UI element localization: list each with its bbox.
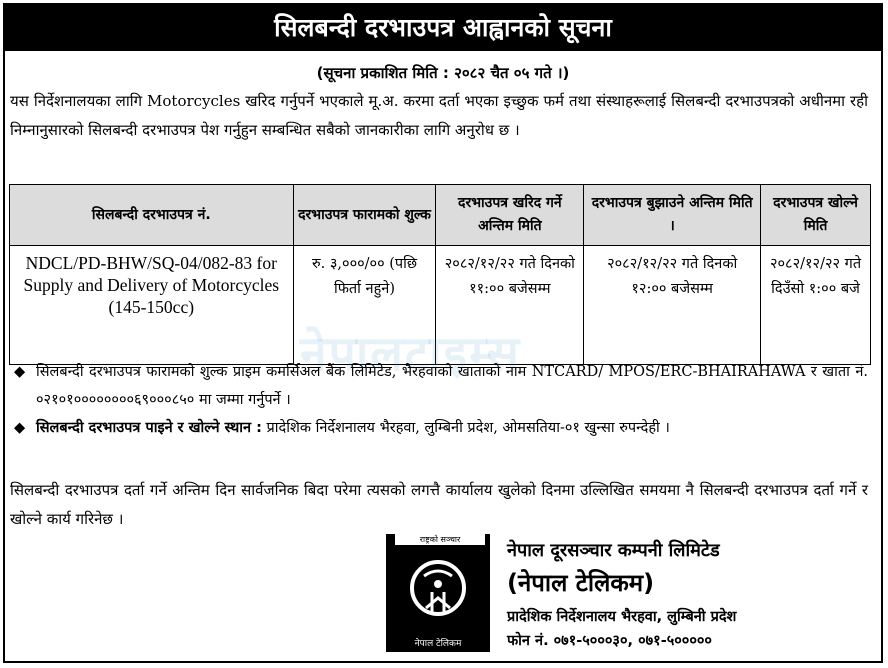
list-item [10,414,868,442]
list-item [10,358,868,414]
publication-date: (सूचना प्रकाशित मिति : २०८२ चैत ०५ गते ।) [316,64,570,82]
cell-tender-no: NDCL/PD-BHW/SQ-04/082-83 for Supply and Delivery of Motorcycles (145-150cc) [10,246,294,365]
company-short-name: (नेपाल टेलिकम) [507,569,655,597]
col-header-opening-date: दरभाउपत्र खोल्ने मिति [761,185,871,246]
office-phone: फोन नं. ०७१-५०००३०, ०७१-५००००० [507,633,712,649]
company-name: नेपाल दूरसञ्चार कम्पनी लिमिटेड [507,540,720,561]
watermark: नेपालटाइम्स [300,326,522,382]
table-header-row [10,185,871,246]
col-header-form-fee: दरभाउपत्र फारामको शुल्क [293,185,436,246]
bullet-list [10,358,868,442]
col-header-purchase-deadline: दरभाउपत्र खरिद गर्ने अन्तिम मिति [436,185,584,246]
intro-paragraph: यस निर्देशनालयका लागि Motorcycles खरिद गर्नुपर्ने भएकाले मू.अ. करमा दर्ता भएका इच्छुक फर्म तथा संस्थाहरूलाई सिलबन्दी दरभाउपत्रको अधीनमा रही निम्नानुसारको सिलबन्दी दरभाउपत्र पेश गर्नुहुन सम्बन्धित सबैको जानकारीका लागि अनुरोध छ । [10,92,868,139]
notice-title: सिलबन्दी दरभाउपत्र आह्वानको सूचना [5,5,881,51]
diamond-bullet-icon: ◆ [14,364,26,380]
col-header-tender-no: सिलबन्दी दरभाउपत्र नं. [10,185,294,246]
diamond-bullet-icon: ◆ [14,420,26,436]
col-header-submission-deadline: दरभाउपत्र बुझाउने अन्तिम मिति । [584,185,761,246]
cell-purchase-deadline: २०८२/१२/२२ गते दिनको ११:०० बजेसम्म [436,246,584,365]
office-name: प्रादेशिक निर्देशनालय भैरहवा, लुम्बिनी प्रदेश [507,609,737,625]
bullet-heading: सिलबन्दी दरभाउपत्र पाइने र खोल्ने स्थान : [36,420,262,436]
logo-tagline: राष्ट्रको सञ्चार [395,534,485,545]
cell-opening-date: २०८२/१२/२२ गते दिउँसो १:०० बजे [761,246,871,365]
bullet-text: प्रादेशिक निर्देशनालय भैरहवा, लुम्बिनी प्रदेश, ओमसतिया-०१ खुन्सा रुपन्देही । [261,420,670,436]
telecom-emblem-icon [388,536,488,650]
cell-form-fee: रु. ३,०००/०० (पछि फिर्ता नहुने) [293,246,436,365]
bullet-text: सिलबन्दी दरभाउपत्र फारामको शुल्क प्राइम कमर्सिअल बैंक लिमिटेड, भैरहवाको खाताको नाम NTCARD/ MPOS/ERC-BHAIRAHAWA र खाता नं. ०२१०१००००००००६९०००८५० मा जम्मा गर्नुपर्ने । [36,364,868,408]
logo-caption: नेपाल टेलिकम [414,639,462,649]
nepal-telecom-logo [386,534,490,652]
cell-submission-deadline: २०८२/१२/२२ गते दिनको १२:०० बजेसम्म [584,246,761,365]
closing-paragraph: सिलबन्दी दरभाउपत्र दर्ता गर्ने अन्तिम दिन सार्वजनिक बिदा परेमा त्यसको लगत्तै कार्यालय खुलेको दिनमा उल्लिखित समयमा नै सिलबन्दी दरभाउपत्र दर्ता गर्ने र खोल्ने कार्य गरिनेछ । [10,481,868,528]
